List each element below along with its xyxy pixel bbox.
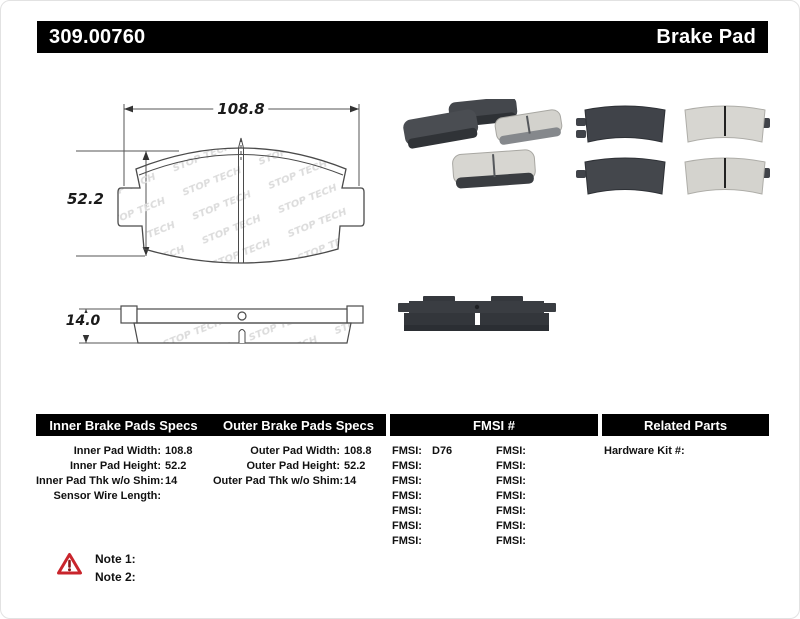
fmsi-left-column [392,444,452,549]
note-1: Note 1: [95,552,136,566]
fmsi-right-column [496,444,536,549]
fmsi-row: FMSI: [496,475,526,487]
top-pad-light-1 [685,106,770,142]
photo-pads-top [573,96,773,206]
spec-row: Inner Pad Thk w/o Shim: 14 [36,475,178,487]
spec-row: Inner Pad Width: 108.8 [73,445,193,457]
photo-pads-angled [396,99,566,204]
related-parts-header: Related Parts [643,417,728,433]
note-2: Note 2: [95,570,136,584]
inner-specs-header: Inner Brake Pads Specs [49,417,198,433]
header-bar [37,21,768,53]
fmsi-row: FMSI: [496,460,526,472]
fmsi-row: FMSI: [496,520,526,532]
thickness-dim-label: 14.0 [62,313,105,329]
fmsi-row: FMSI: [392,475,422,487]
fmsi-header-bar [390,414,598,436]
fmsi-row: FMSI: [496,505,526,517]
outer-specs-header: Outer Brake Pads Specs [222,417,375,433]
outer-specs-column [213,444,372,489]
part-number: 309.00760 [49,25,146,48]
fmsi-row: FMSI: D76 [392,445,453,457]
front-view-drawing [51,91,381,281]
fmsi-row: FMSI: [392,460,422,472]
related-row: Hardware Kit #: [604,445,685,457]
fmsi-row: FMSI: [392,490,422,502]
spec-row: Inner Pad Height: 52.2 [69,460,187,472]
spec-row: Sensor Wire Length: [53,490,161,502]
fmsi-row: FMSI: [496,535,526,547]
fmsi-header: FMSI # [473,417,515,433]
side-pad-hole [238,312,246,320]
edge-pad-notch [475,313,480,325]
angled-pad-light-front [452,149,536,189]
top-pad-light-2 [685,158,770,194]
height-dim-label: 52.2 [66,190,104,208]
spec-row: Outer Pad Height: 52.2 [246,460,366,472]
side-pad-notch [239,330,245,344]
related-parts-header-bar [602,414,769,436]
edge-pad-hole [475,305,479,309]
fmsi-row: FMSI: [496,445,526,457]
side-pad-shape [121,306,363,343]
angled-pad-dark-front [402,108,480,149]
warning-icon [56,552,83,576]
width-dim-label: 108.8 [213,100,268,118]
fmsi-row: FMSI: [496,490,526,502]
fmsi-row: FMSI: [392,520,422,532]
fmsi-row: FMSI: [392,505,422,517]
inner-specs-column [36,444,193,504]
related-parts-column [604,444,689,459]
page-title: Brake Pad [656,25,756,48]
specs-header-bar [36,414,386,436]
spec-row: Outer Pad Thk w/o Shim: 14 [213,475,357,487]
top-pad-dark-1 [576,106,665,142]
fmsi-row: FMSI: [392,535,422,547]
spec-row: Outer Pad Width: 108.8 [250,445,372,457]
front-pad-outline [118,148,364,263]
notes-block [95,550,136,586]
photo-pad-edge [396,294,564,339]
top-pad-dark-2 [576,158,665,194]
